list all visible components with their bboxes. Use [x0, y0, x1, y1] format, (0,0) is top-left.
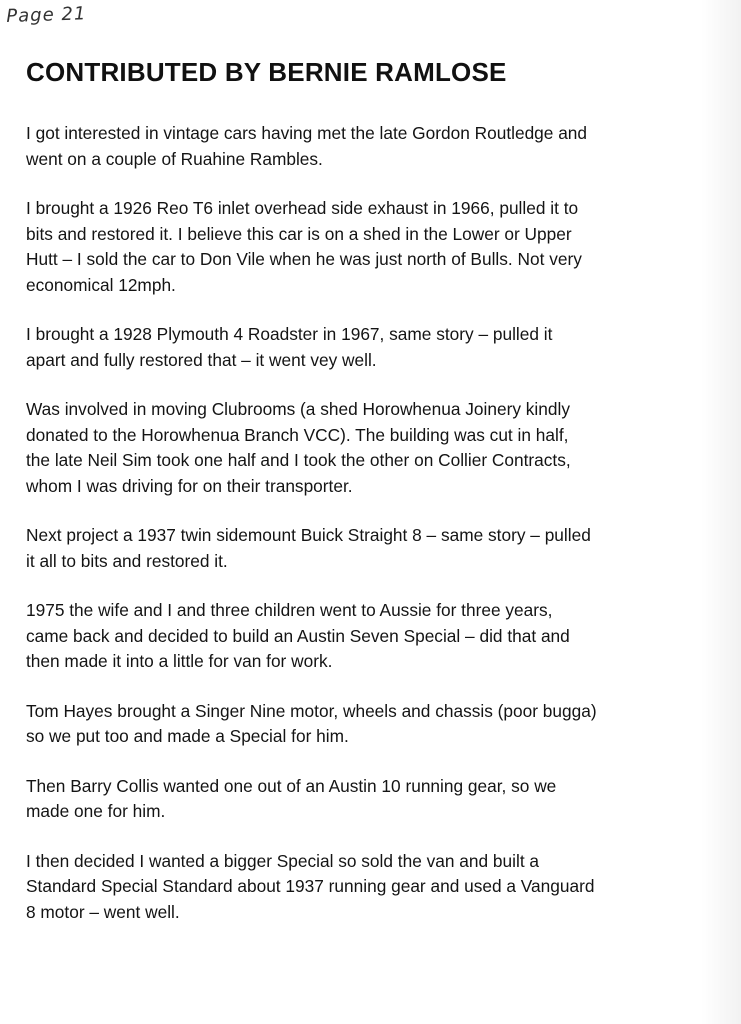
text-line: went on a couple of Ruahine Rambles. — [26, 148, 323, 169]
text-line: 8 motor – went well. — [26, 901, 180, 922]
text-line: it all to bits and restored it. — [26, 550, 228, 571]
text-line: Then Barry Collis wanted one out of an Austin 10 running gear, so we — [26, 775, 557, 796]
text-line: economical 12mph. — [26, 274, 176, 295]
text-line: Next project a 1937 twin sidemount Buick Straight 8 – same story – pulled — [26, 525, 591, 545]
text-line: so we put too and made a Special for him. — [26, 726, 349, 746]
paragraph — [26, 196, 716, 298]
text-line: Hutt – I sold the car to Don Vile when he was just north of Bulls. Not very — [26, 249, 582, 269]
document-title: CONTRIBUTED BY BERNIE RAMLOSE — [26, 57, 507, 87]
document-body — [26, 121, 716, 949]
paragraph — [26, 598, 716, 675]
text-line: bits and restored it. I believe this car is on a shed in the Lower or Upper — [26, 223, 572, 244]
text-line: made one for him. — [26, 801, 166, 821]
text-line: whom I was driving for on their transporter. — [26, 475, 353, 496]
text-line: Tom Hayes brought a Singer Nine motor, wheels and chassis (poor bugga) — [26, 700, 597, 721]
text-line: I brought a 1928 Plymouth 4 Roadster in 1967, same story – pulled it — [26, 324, 553, 344]
text-line: 1975 the wife and I and three children went to Aussie for three years, — [26, 600, 553, 620]
text-line: then made it into a little for van for work. — [26, 651, 333, 671]
paragraph — [26, 322, 716, 373]
paragraph — [26, 121, 716, 172]
text-line: I brought a 1926 Reo T6 inlet overhead side exhaust in 1966, pulled it to — [26, 198, 579, 218]
paragraph — [26, 699, 716, 750]
paragraph — [26, 774, 716, 825]
text-line: apart and fully restored that – it went vey well. — [26, 349, 377, 370]
paragraph — [26, 523, 716, 574]
paragraph — [26, 397, 716, 499]
paragraph — [26, 849, 716, 926]
handwritten-page-number: Page 21 — [6, 3, 87, 27]
text-line: Was involved in moving Clubrooms (a shed Horowhenua Joinery kindly — [26, 399, 570, 419]
text-line: donated to the Horowhenua Branch VCC). The building was cut in half, — [26, 424, 569, 445]
text-line: I got interested in vintage cars having met the late Gordon Routledge and — [26, 123, 588, 143]
text-line: Standard Special Standard about 1937 running gear and used a Vanguard — [26, 876, 595, 896]
text-line: I then decided I wanted a bigger Special so sold the van and built a — [26, 850, 540, 871]
text-line: came back and decided to build an Austin Seven Special – did that and — [26, 625, 570, 646]
text-line: the late Neil Sim took one half and I took the other on Collier Contracts, — [26, 450, 571, 470]
